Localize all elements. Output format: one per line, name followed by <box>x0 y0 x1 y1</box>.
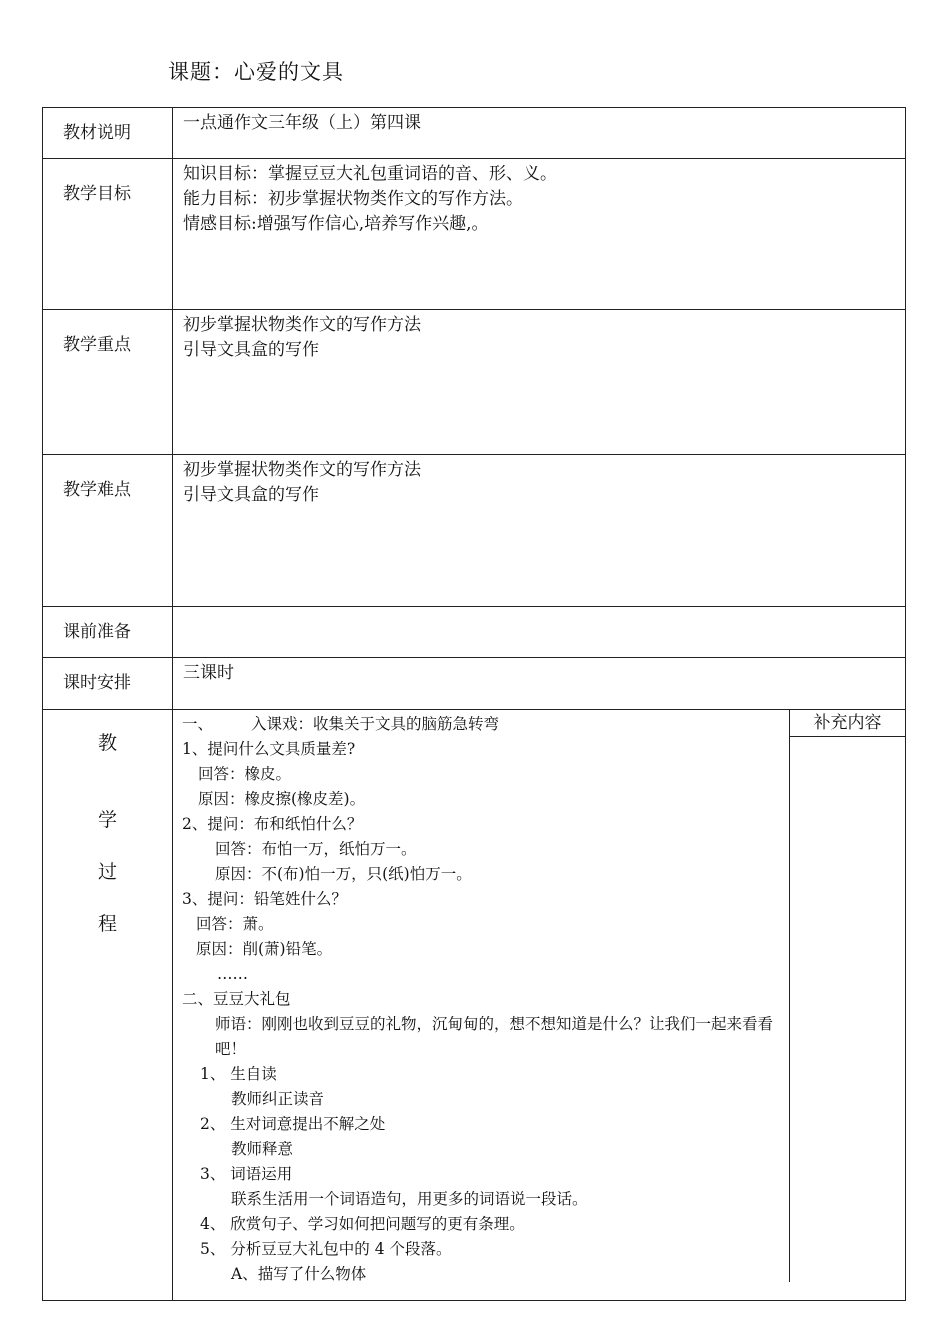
row-key-points <box>43 310 906 455</box>
reason-line: 原因：橡皮擦(橡皮差)。 <box>198 790 366 808</box>
ellipsis: …… <box>217 965 248 983</box>
content-material: 一点通作文三年级（上）第四课 <box>173 108 906 159</box>
goal-line: 能力目标：初步掌握状物类作文的写作方法。 <box>183 189 523 209</box>
label-material: 教材说明 <box>43 108 173 159</box>
question-line: 2、提问：布和纸怕什么？ <box>182 815 363 833</box>
process-cell <box>173 710 906 1301</box>
step-sub-line: A、描写了什么物体 <box>231 1265 367 1283</box>
difficulty-line: 初步掌握状物类作文的写作方法 <box>183 460 421 480</box>
goal-line: 知识目标：掌握豆豆大礼包重词语的音、形、义。 <box>183 164 557 184</box>
row-schedule <box>43 658 906 710</box>
key-line: 初步掌握状物类作文的写作方法 <box>183 315 421 335</box>
step-sub-line: 教师纠正读音 <box>231 1090 325 1108</box>
question-line: 1、提问什么文具质量差? <box>182 740 356 758</box>
row-goals <box>43 159 906 310</box>
label-schedule: 课时安排 <box>43 658 173 710</box>
label-difficulty: 教学难点 <box>43 455 173 607</box>
step-line: 4、 欣赏句子、学习如何把问题写的更有条理。 <box>200 1215 525 1233</box>
content-schedule: 三课时 <box>173 658 906 710</box>
reason-line: 原因：削(萧)铅笔。 <box>196 940 333 958</box>
key-line: 引导文具盒的写作 <box>183 340 319 360</box>
label-process <box>43 710 173 1301</box>
label-key-points: 教学重点 <box>43 310 173 455</box>
label-goals: 教学目标 <box>43 159 173 310</box>
supplement-header: 补充内容 <box>790 710 905 737</box>
answer-line: 回答：橡皮。 <box>198 765 292 783</box>
answer-line: 回答：萧。 <box>196 915 274 933</box>
section-heading: 二、豆豆大礼包 <box>182 990 291 1008</box>
step-line: 3、 词语运用 <box>200 1165 293 1183</box>
row-process <box>43 710 906 1301</box>
process-label-char: 程 <box>97 913 117 935</box>
page-title: 课题：心爱的文具 <box>168 60 344 84</box>
supplement-column <box>789 710 905 1282</box>
step-line: 1、 生自读 <box>200 1065 277 1083</box>
section-heading: 一、 入课戏：收集关于文具的脑筋急转弯 <box>182 715 500 733</box>
step-sub-line: 联系生活用一个词语造句，用更多的词语说一段话。 <box>231 1190 588 1208</box>
content-goals <box>173 159 906 310</box>
row-preparation <box>43 607 906 658</box>
process-label-char: 教 <box>97 732 117 754</box>
lesson-plan-table <box>42 107 906 1301</box>
step-line: 2、 生对词意提出不解之处 <box>200 1115 386 1133</box>
content-preparation <box>173 607 906 658</box>
label-preparation: 课前准备 <box>43 607 173 658</box>
process-label-char: 学 <box>97 809 117 831</box>
question-line: 3、提问：铅笔姓什么？ <box>182 890 347 908</box>
teacher-words: 师语：刚刚也收到豆豆的礼物，沉甸甸的，想不想知道是什么？让我们一起来看看吧！ <box>215 1015 774 1058</box>
content-key-points <box>173 310 906 455</box>
step-sub-line: 教师释意 <box>231 1140 294 1158</box>
process-content <box>173 710 789 1282</box>
content-difficulty <box>173 455 906 607</box>
row-material <box>43 108 906 159</box>
row-difficulty <box>43 455 906 607</box>
process-label-char: 过 <box>97 861 117 883</box>
answer-line: 回答：布怕一万，纸怕万一。 <box>215 840 417 858</box>
step-line: 5、 分析豆豆大礼包中的 4 个段落。 <box>200 1240 452 1258</box>
reason-line: 原因：不(布)怕一万，只(纸)怕万一。 <box>215 865 472 883</box>
goal-line: 情感目标:增强写作信心,培养写作兴趣,。 <box>183 214 489 234</box>
difficulty-line: 引导文具盒的写作 <box>183 485 319 505</box>
